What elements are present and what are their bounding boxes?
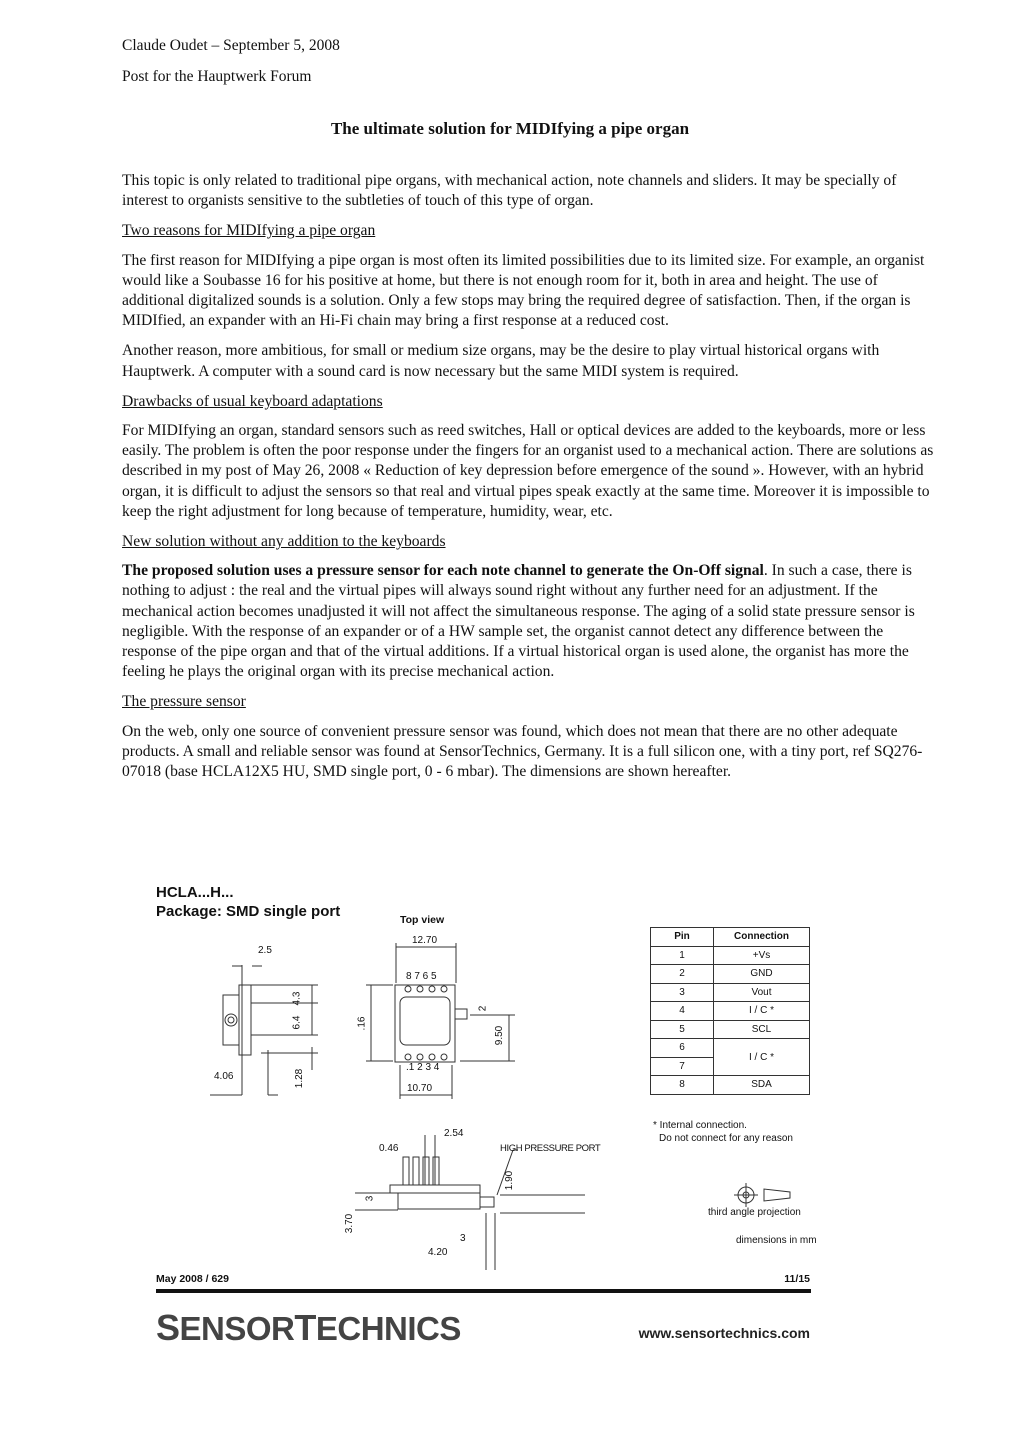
note-line: * Internal connection. <box>653 1120 747 1131</box>
dim-label: 1.90 <box>504 1170 516 1191</box>
dim-label: 10.70 <box>407 1083 433 1094</box>
top-view-label: Top view <box>400 914 445 926</box>
connection-cell: GND <box>714 965 810 984</box>
connection-cell: I / C * <box>714 1039 810 1076</box>
connection-cell: Vout <box>714 983 810 1002</box>
projection-label: third angle projection <box>708 1207 801 1218</box>
paragraph: The first reason for MIDIfying a pipe organ is most often its limited possibilities due to its limited size. For example, an organist would like a Soubasse 16 for his positive at home, but there is not enough room for it, both in area and height. The use of additional digitalized sounds is a solution. Only a few stops may bring the required degree of satisfaction. Then, if the organ is MIDIfied, an expander with an Hi-Fi chain may bring a first response at a reduced cost. <box>122 251 925 330</box>
section-heading: New solution without any addition to the keyboards <box>122 533 446 551</box>
dim-label: 4.06 <box>214 1071 234 1082</box>
lower-body <box>398 1193 480 1209</box>
figure-title <box>156 883 340 921</box>
intro-paragraph: This topic is only related to traditional pipe organs, with mechanical action, note channels and sliders. It may be specially of interest to organists sensitive to the subtleties of touch of this type of organ. <box>122 172 897 210</box>
table-row <box>651 1076 810 1095</box>
dim-label: 9.50 <box>494 1025 506 1046</box>
pin-cell: 5 <box>651 1020 714 1039</box>
website-url: www.sensortechnics.com <box>638 1325 810 1341</box>
connection-cell: I / C * <box>714 1002 810 1021</box>
dim-label: 2.54 <box>444 1128 464 1139</box>
pin-cell: 8 <box>651 1076 714 1095</box>
package-name: Package: SMD single port <box>156 903 341 920</box>
dim-label: 3.70 <box>344 1213 356 1234</box>
connection-cell: +Vs <box>714 946 810 965</box>
high-pressure-port-label: HIGH PRESSURE PORT <box>500 1143 601 1154</box>
side-flange <box>239 985 251 1055</box>
bold-lead: The proposed solution uses a pressure sensor for each note channel to generate the On-Off signal <box>122 562 764 580</box>
sensortechnics-logo: SENSORTECHNICS <box>156 1307 461 1348</box>
dim-label: .1 2 3 4 <box>406 1062 440 1073</box>
table-row <box>651 1039 810 1058</box>
table-header: Pin <box>651 928 714 947</box>
dim-label: 8 7 6 5 <box>406 971 437 982</box>
model-name: HCLA...H... <box>156 884 234 901</box>
table-row <box>651 983 810 1002</box>
table-row <box>651 1020 810 1039</box>
pin-cell: 7 <box>651 1057 714 1076</box>
pin-cell: 6 <box>651 1039 714 1058</box>
post-subtitle: Post for the Hauptwerk Forum <box>122 68 312 85</box>
dim-label: 2.5 <box>258 945 272 956</box>
connection-cell: SCL <box>714 1020 810 1039</box>
paragraph-rest: . In such a case, there is nothing to adjust : the real and the virtual pipes will always sound right without any further need for an adjustment. If the mechanical action becomes unadjusted it will not affect the simultaneous response. The aging of a solid state pressure sensor is negligible. With the response of an expander or of a HW sample set, the organist cannot detect any difference between the response of the pipe organ and that of the virtual additions. If a virtual historical organ is used alone, the organist has more the feeling he plays the original organ with its precise mechanical action. <box>122 562 915 681</box>
paragraph: Another reason, more ambitious, for small or medium size organs, may be the desire to play virtual historical organs with Hauptwerk. A computer with a sound card is now necessary but the same MIDI system is required. <box>122 342 880 380</box>
table-row <box>651 946 810 965</box>
dimensions-unit: dimensions in mm <box>736 1235 817 1246</box>
connection-cell: SDA <box>714 1076 810 1095</box>
sensor-datasheet-figure <box>150 875 830 1355</box>
footer-rule <box>156 1289 811 1293</box>
dim-label: 3 <box>460 1233 466 1244</box>
datasheet-date: May 2008 / 629 <box>156 1273 229 1285</box>
note-line: Do not connect for any reason <box>659 1133 793 1144</box>
table-row <box>651 965 810 984</box>
pin-table <box>650 927 810 1095</box>
author-date: Claude Oudet – September 5, 2008 <box>122 37 340 54</box>
pin-cell: 4 <box>651 1002 714 1021</box>
pin-cell: 2 <box>651 965 714 984</box>
datasheet-page: 11/15 <box>784 1273 810 1285</box>
dim-label: 0.46 <box>379 1143 399 1154</box>
dim-label: 6.4 <box>291 1015 303 1030</box>
dim-label: 12.70 <box>412 935 438 946</box>
table-header: Connection <box>714 928 810 947</box>
paragraph: On the web, only one source of convenient pressure sensor was found, which does not mean that there are no other adequate products. A small and reliable sensor was found at SensorTechnics, Germany. It is a full silicon one, with a tiny port, ref SQ276-07018 (base HCLA12X5 HU, SMD single port, 0 - 6 mbar). The dimensions are shown hereafter. <box>122 722 923 781</box>
dim-label: 1.28 <box>294 1068 306 1089</box>
pin-cell: 3 <box>651 983 714 1002</box>
pin-cell: 1 <box>651 946 714 965</box>
paragraph: For MIDIfying an organ, standard sensors such as reed switches, Hall or optical devices are added to the keyboards, more or less easily. The problem is often the poor response under the fingers for an organist used to a mechanical action. There are solutions as described in my post of May 26, 2008 « Reduction of key depression before emergence of the sound ». However, with an hybrid organ, it is difficult to adjust the sensors so that real and virtual pipes speak exactly at the same time. Moreover it is impossible to keep the right adjustment for long because of temperature, humidity, wear, etc. <box>122 422 934 520</box>
page-title: The ultimate solution for MIDIfying a pipe organ <box>330 119 690 138</box>
section-heading: Drawbacks of usual keyboard adaptations <box>122 392 383 410</box>
dim-label: 4.3 <box>291 991 303 1006</box>
document-body <box>122 171 936 792</box>
dim-label: .16 <box>356 1016 368 1031</box>
dim-label: 4.20 <box>428 1247 448 1258</box>
paragraph <box>122 561 936 682</box>
section-heading: Two reasons for MIDIfying a pipe organ <box>122 222 376 240</box>
dim-label: 2 <box>477 1005 489 1012</box>
dim-label: 3 <box>364 1195 376 1202</box>
table-row <box>651 1002 810 1021</box>
section-heading: The pressure sensor <box>122 693 246 711</box>
footnote <box>653 1119 793 1145</box>
